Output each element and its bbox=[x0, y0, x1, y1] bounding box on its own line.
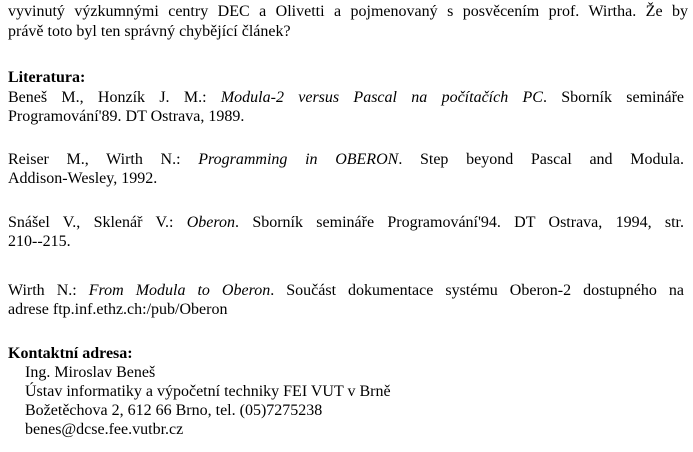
contact-institute: Ústav informatiky a výpočetní techniky FEI VUT v Brně bbox=[25, 383, 391, 400]
reference-line-2: Addison-Wesley, 1992. bbox=[8, 170, 158, 187]
reference-line-1 bbox=[8, 88, 684, 107]
reference-item bbox=[8, 88, 684, 126]
reference-authors: Wirth N.: bbox=[8, 282, 89, 299]
reference-item bbox=[8, 150, 684, 188]
reference-line-1 bbox=[8, 213, 684, 232]
contact-heading: Kontaktní adresa: bbox=[8, 345, 133, 362]
reference-item bbox=[8, 213, 684, 251]
reference-details: . Sborník semináře bbox=[542, 89, 685, 106]
reference-item bbox=[8, 281, 684, 319]
reference-title: Modula-2 versus Pascal na počítačích PC bbox=[220, 89, 543, 106]
contact-email: benes@dcse.fee.vutbr.cz bbox=[25, 421, 184, 438]
contact-block bbox=[8, 344, 391, 439]
reference-authors: Snášel V., Sklenář V.: bbox=[8, 214, 187, 231]
literature-heading: Literatura: bbox=[8, 69, 86, 86]
reference-details: . Step beyond Pascal and Modula. bbox=[398, 151, 685, 168]
intro-line-1: vyvinutý výzkumnými centry DEC a Olivetti a pojmenovaný s posvěcením prof. Wirtha. Že by bbox=[8, 3, 688, 20]
reference-details: . Součást dokumentace systému Oberon-2 dostupného na bbox=[270, 282, 685, 299]
reference-line-2: adrese ftp.inf.ethz.ch:/pub/Oberon bbox=[8, 301, 228, 318]
reference-authors: Beneš M., Honzík J. M.: bbox=[8, 89, 221, 106]
reference-details: . Sborník semináře Programování'94. DT Ostrava, 1994, str. bbox=[235, 214, 685, 231]
reference-title: Oberon bbox=[186, 214, 236, 231]
contact-address: Božetěchova 2, 612 66 Brno, tel. (05)7275238 bbox=[25, 402, 323, 419]
reference-title: Programming in OBERON bbox=[198, 151, 399, 168]
intro-line-2: právě toto byl ten správný chybějící článek? bbox=[8, 23, 291, 40]
reference-line-2: Programování'89. DT Ostrava, 1989. bbox=[8, 108, 245, 125]
reference-authors: Reiser M., Wirth N.: bbox=[8, 151, 199, 168]
reference-line-1 bbox=[8, 281, 684, 300]
reference-title: From Modula to Oberon bbox=[88, 282, 271, 299]
reference-line-2: 210--215. bbox=[8, 233, 71, 250]
contact-name: Ing. Miroslav Beneš bbox=[25, 364, 156, 381]
reference-line-1 bbox=[8, 150, 684, 169]
